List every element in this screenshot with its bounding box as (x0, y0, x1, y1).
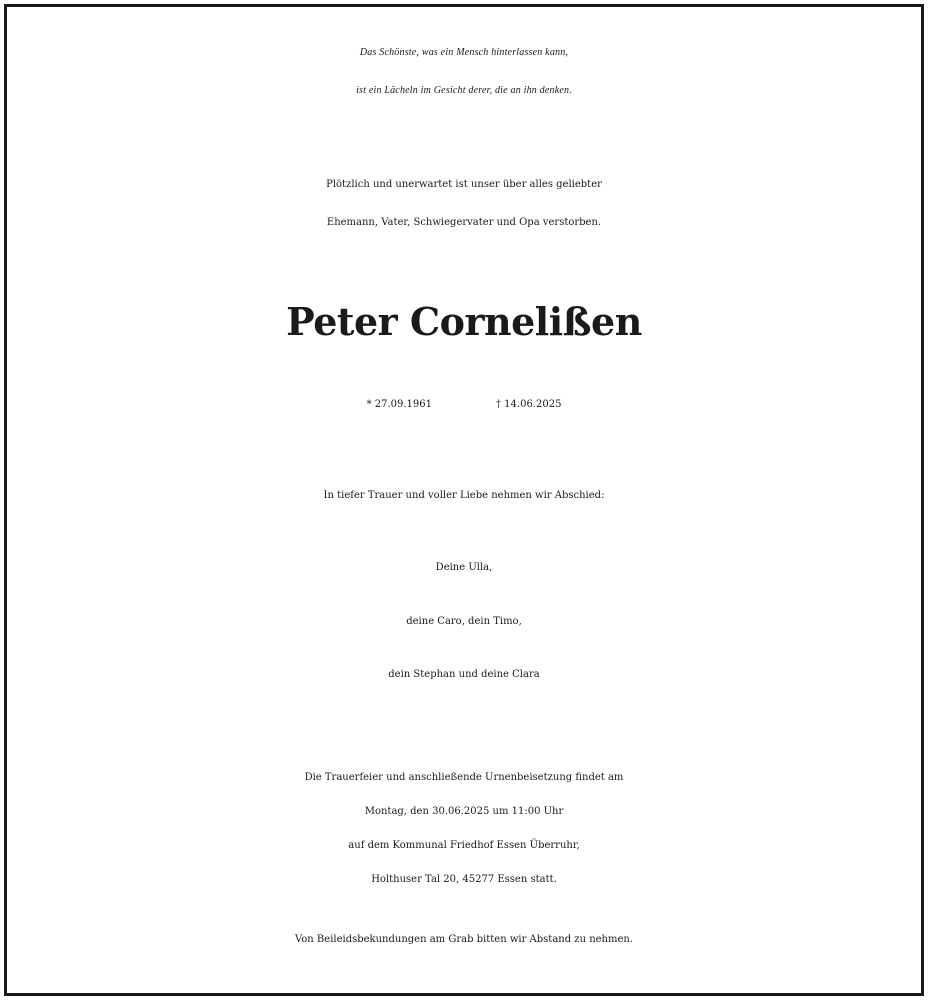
life-dates (7, 399, 921, 410)
farewell-text: In tiefer Trauer und voller Liebe nehmen wir Abschied: (323, 490, 605, 501)
quote-line-2: ist ein Lächeln im Gesicht derer, die an ihn denken. (356, 85, 572, 96)
family-line-3: dein Stephan und deine Clara (388, 669, 540, 680)
family-line-2: deine Caro, dein Timo, (406, 616, 522, 627)
birth-date: * 27.09.1961 (366, 399, 432, 410)
family-line-1: Deine Ulla, (435, 562, 493, 573)
intro-line-1: Plötzlich und unerwartet ist unser über alles geliebter (326, 179, 602, 190)
ceremony-line-2: Montag, den 30.06.2025 um 11:00 Uhr (364, 806, 564, 817)
intro-line-2: Ehemann, Vater, Schwiegervater und Opa verstorben. (326, 217, 602, 228)
death-date: † 14.06.2025 (496, 399, 562, 410)
obituary-frame (4, 4, 924, 996)
closing-note: Von Beileidsbekundungen am Grab bitten wir Abstand zu nehmen. (294, 934, 634, 945)
ceremony-line-3: auf dem Kommunal Friedhof Essen Überruhr, (348, 840, 580, 851)
quote-line-1: Das Schönste, was ein Mensch hinterlassen kann, (359, 47, 569, 58)
ceremony-line-1: Die Trauerfeier und anschließende Urnenbeisetzung findet am (304, 772, 624, 783)
ceremony-line-4: Holthuser Tal 20, 45277 Essen statt. (371, 874, 557, 885)
deceased-name: Peter Cornelißen (286, 299, 642, 344)
